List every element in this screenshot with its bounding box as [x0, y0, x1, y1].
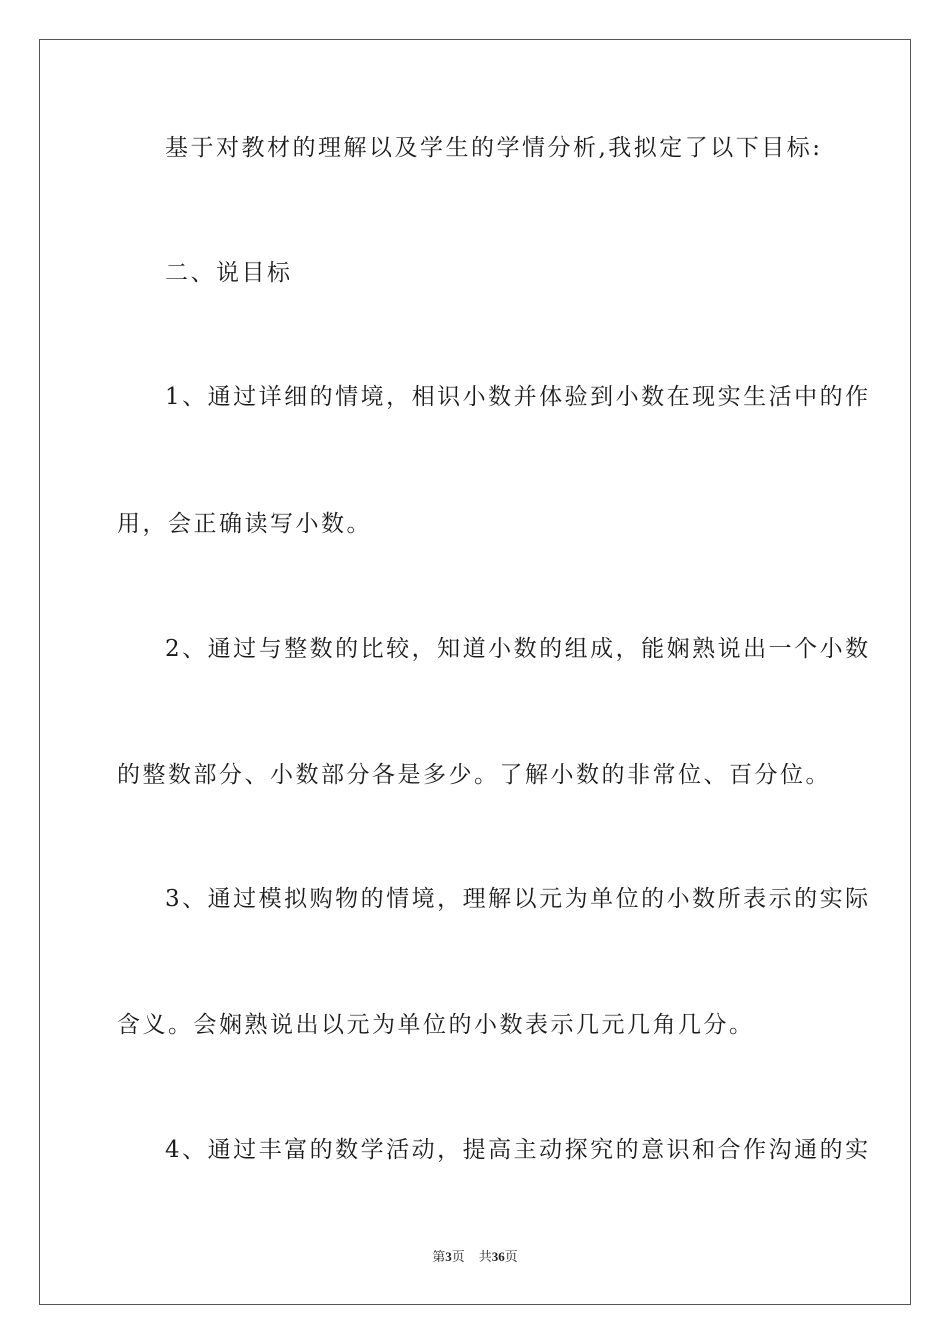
paragraph-line-3: 1、通过详细的情境，相识小数并体验到小数在现实生活中的作 [165, 384, 871, 410]
paragraph-line-6: 的整数部分、小数部分各是多少。了解小数的非常位、百分位。 [117, 762, 831, 788]
footer-total-suffix: 页 [504, 1249, 518, 1264]
paragraph-line-4: 用，会正确读写小数。 [117, 511, 372, 537]
paragraph-line-9: 4、通过丰富的数学活动，提高主动探究的意识和合作沟通的实 [165, 1137, 871, 1163]
page-border [39, 39, 911, 1305]
footer-page-suffix: 页 [451, 1249, 465, 1264]
paragraph-line-8: 含义。会娴熟说出以元为单位的小数表示几元几角几分。 [117, 1012, 755, 1038]
paragraph-line-5: 2、通过与整数的比较，知道小数的组成，能娴熟说出一个小数 [165, 636, 871, 662]
section-heading: 二、说目标 [165, 260, 293, 286]
paragraph-line-1: 基于对教材的理解以及学生的学情分析,我拟定了以下目标: [165, 135, 823, 161]
footer-total-prefix: 共 [478, 1249, 492, 1264]
paragraph-line-7: 3、通过模拟购物的情境，理解以元为单位的小数所表示的实际 [165, 886, 871, 912]
footer-page-prefix: 第 [432, 1249, 446, 1264]
footer-page-number: 3 [445, 1249, 452, 1264]
page-footer [0, 1246, 950, 1265]
footer-total-number: 36 [491, 1249, 505, 1264]
